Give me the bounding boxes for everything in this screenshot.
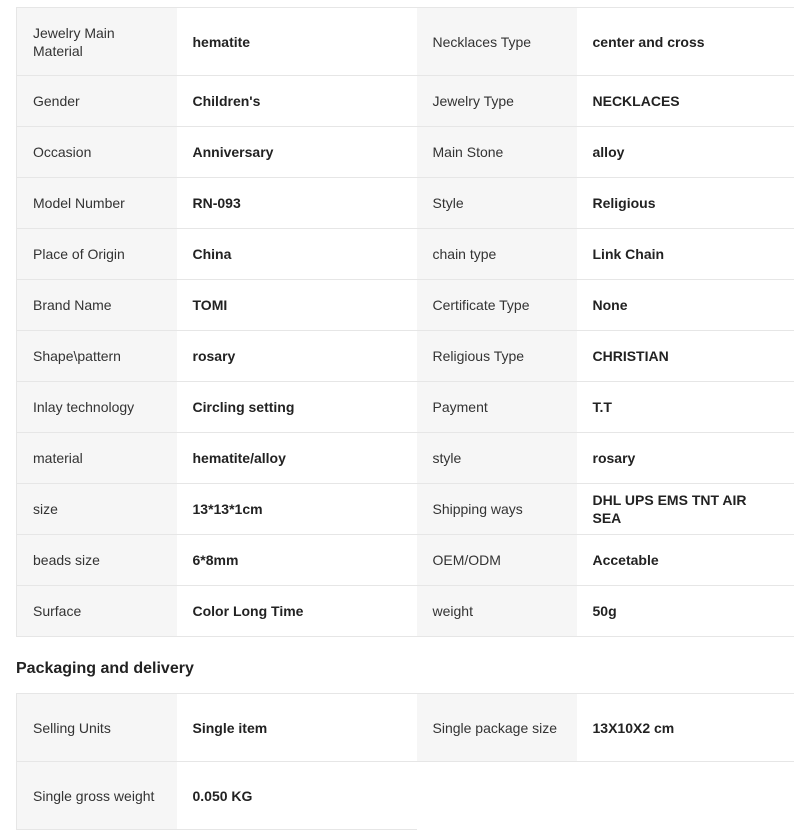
attr-key: Surface [17, 586, 177, 637]
table-row [17, 535, 794, 586]
table-row [17, 229, 794, 280]
attr-key: Payment [417, 382, 577, 433]
attr-value: Anniversary [177, 127, 417, 178]
attr-value: 50g [577, 586, 794, 637]
attr-key: Necklaces Type [417, 8, 577, 76]
attr-key: OEM/ODM [417, 535, 577, 586]
attr-value: hematite [177, 8, 417, 76]
attr-key: material [17, 433, 177, 484]
attr-value: CHRISTIAN [577, 331, 794, 382]
attr-value: rosary [177, 331, 417, 382]
attr-key: Religious Type [417, 331, 577, 382]
attr-key: chain type [417, 229, 577, 280]
pkg-value: 0.050 KG [177, 762, 417, 830]
empty-cell [577, 762, 794, 830]
packaging-heading: Packaging and delivery [16, 658, 194, 680]
attr-key: Place of Origin [17, 229, 177, 280]
attr-value: DHL UPS EMS TNT AIR SEA [577, 484, 794, 535]
attr-value: TOMI [177, 280, 417, 331]
attr-value: Link Chain [577, 229, 794, 280]
table-row [17, 76, 794, 127]
attr-key: Occasion [17, 127, 177, 178]
attr-value: hematite/alloy [177, 433, 417, 484]
attr-value: T.T [577, 382, 794, 433]
attr-value: alloy [577, 127, 794, 178]
attr-key: Brand Name [17, 280, 177, 331]
attr-value: Color Long Time [177, 586, 417, 637]
pkg-key: Single gross weight [17, 762, 177, 830]
attr-key: Main Stone [417, 127, 577, 178]
attr-key: Gender [17, 76, 177, 127]
packaging-section [16, 693, 794, 830]
attr-value: Religious [577, 178, 794, 229]
attr-value: 13*13*1cm [177, 484, 417, 535]
attr-value: rosary [577, 433, 794, 484]
pkg-key: Selling Units [17, 694, 177, 762]
attr-key: beads size [17, 535, 177, 586]
attr-key: size [17, 484, 177, 535]
attr-key: style [417, 433, 577, 484]
pkg-key: Single package size [417, 694, 577, 762]
attr-key: Model Number [17, 178, 177, 229]
pkg-value: 13X10X2 cm [577, 694, 794, 762]
attr-value: Children's [177, 76, 417, 127]
packaging-table [16, 693, 794, 830]
table-row [17, 694, 794, 762]
table-row [17, 127, 794, 178]
attr-value: 6*8mm [177, 535, 417, 586]
pkg-value: Single item [177, 694, 417, 762]
attr-key: Jewelry Main Material [17, 8, 177, 76]
table-row [17, 331, 794, 382]
attr-key: Certificate Type [417, 280, 577, 331]
attributes-table [16, 7, 794, 637]
attr-value: Circling setting [177, 382, 417, 433]
attr-key: Inlay technology [17, 382, 177, 433]
attr-value: center and cross [577, 8, 794, 76]
table-row [17, 8, 794, 76]
table-row [17, 433, 794, 484]
attr-value: NECKLACES [577, 76, 794, 127]
table-row [17, 178, 794, 229]
attr-value: China [177, 229, 417, 280]
table-row [17, 586, 794, 637]
table-row [17, 280, 794, 331]
empty-cell [417, 762, 577, 830]
attr-value: Accetable [577, 535, 794, 586]
attr-key: Shipping ways [417, 484, 577, 535]
table-row [17, 382, 794, 433]
attr-key: weight [417, 586, 577, 637]
attributes-section [16, 7, 794, 637]
table-row [17, 762, 794, 830]
attr-key: Shape\pattern [17, 331, 177, 382]
attr-value: RN-093 [177, 178, 417, 229]
table-row [17, 484, 794, 535]
attr-key: Jewelry Type [417, 76, 577, 127]
attr-value: None [577, 280, 794, 331]
attr-key: Style [417, 178, 577, 229]
